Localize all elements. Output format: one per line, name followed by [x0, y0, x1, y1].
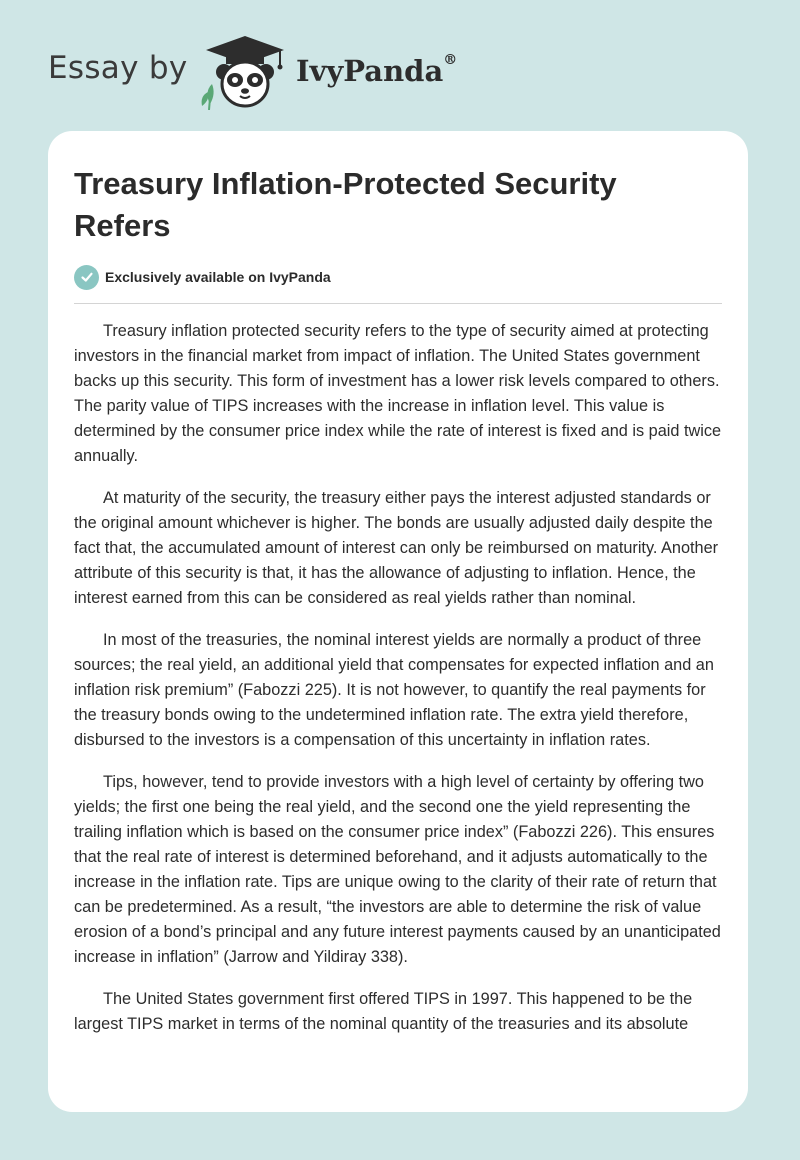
exclusive-label: Exclusively available on IvyPanda [105, 269, 331, 285]
brand-name-text: IvyPanda [296, 54, 444, 88]
essay-body [74, 319, 726, 1054]
exclusive-badge [74, 264, 331, 290]
site-header [0, 0, 800, 120]
essay-card [48, 131, 748, 1112]
essay-paragraph: The United States government first offered TIPS in 1997. This happened to be the largest TIPS market in terms of the nominal quantity of the treasuries and its absolute [74, 990, 693, 1033]
trademark-symbol: ® [443, 52, 458, 69]
check-icon [74, 265, 99, 290]
essay-paragraph: Treasury inflation protected security refers to the type of security aimed at protecting investors in the financial market from impact of inflation. The United States government backs up this security. This form of investment has a lower risk levels compared to others. The parity value of TIPS increases with the increase in inflation level. This value is determined by the consumer price index while the rate of interest is fixed and is paid twice annually. [74, 322, 722, 465]
essay-by-label: Essay by [48, 50, 188, 86]
essay-paragraph: Tips, however, tend to provide investors with a high level of certainty by offering two yields; the first one being the real yield, and the second one the yield representing the trailing inflation which is based on the consumer price index” (Fabozzi 226). This ensures that the real rate of interest is determined beforehand, and it adjusts automatically to the increase in the inflation rate. Tips are unique owing to the clarity of their rate of return that can be predetermined. As a result, “the investors are able to determine the risk of value erosion of a bond’s principal and any future interest payments caused by an unanticipated increase in inflation” (Jarrow and Yildiray 338). [74, 773, 721, 966]
brand-name[interactable] [296, 54, 457, 88]
essay-title: Treasury Inflation-Protected Security Refers [74, 166, 617, 243]
title-divider [74, 303, 722, 304]
panda-graduate-icon[interactable] [200, 34, 290, 110]
essay-paragraph: In most of the treasuries, the nominal interest yields are normally a product of three sources; the real yield, an additional yield that compensates for expected inflation and an inflation risk premium” (Fabozzi 225). It is not however, to quantify the real payments for the treasury bonds owing to the undetermined inflation rate. The extra yield therefore, disbursed to the investors is a compensation of this uncertainty in inflation rates. [74, 631, 714, 749]
essay-paragraph: At maturity of the security, the treasury either pays the interest adjusted standards or the original amount whichever is higher. The bonds are usually adjusted daily despite the fact that, the accumulated amount of interest can only be reimbursed on maturity. Another attribute of this security is that, it has the allowance of adjusting to inflation. Hence, the interest earned from this can be considered as real yields rather than nominal. [74, 489, 719, 607]
